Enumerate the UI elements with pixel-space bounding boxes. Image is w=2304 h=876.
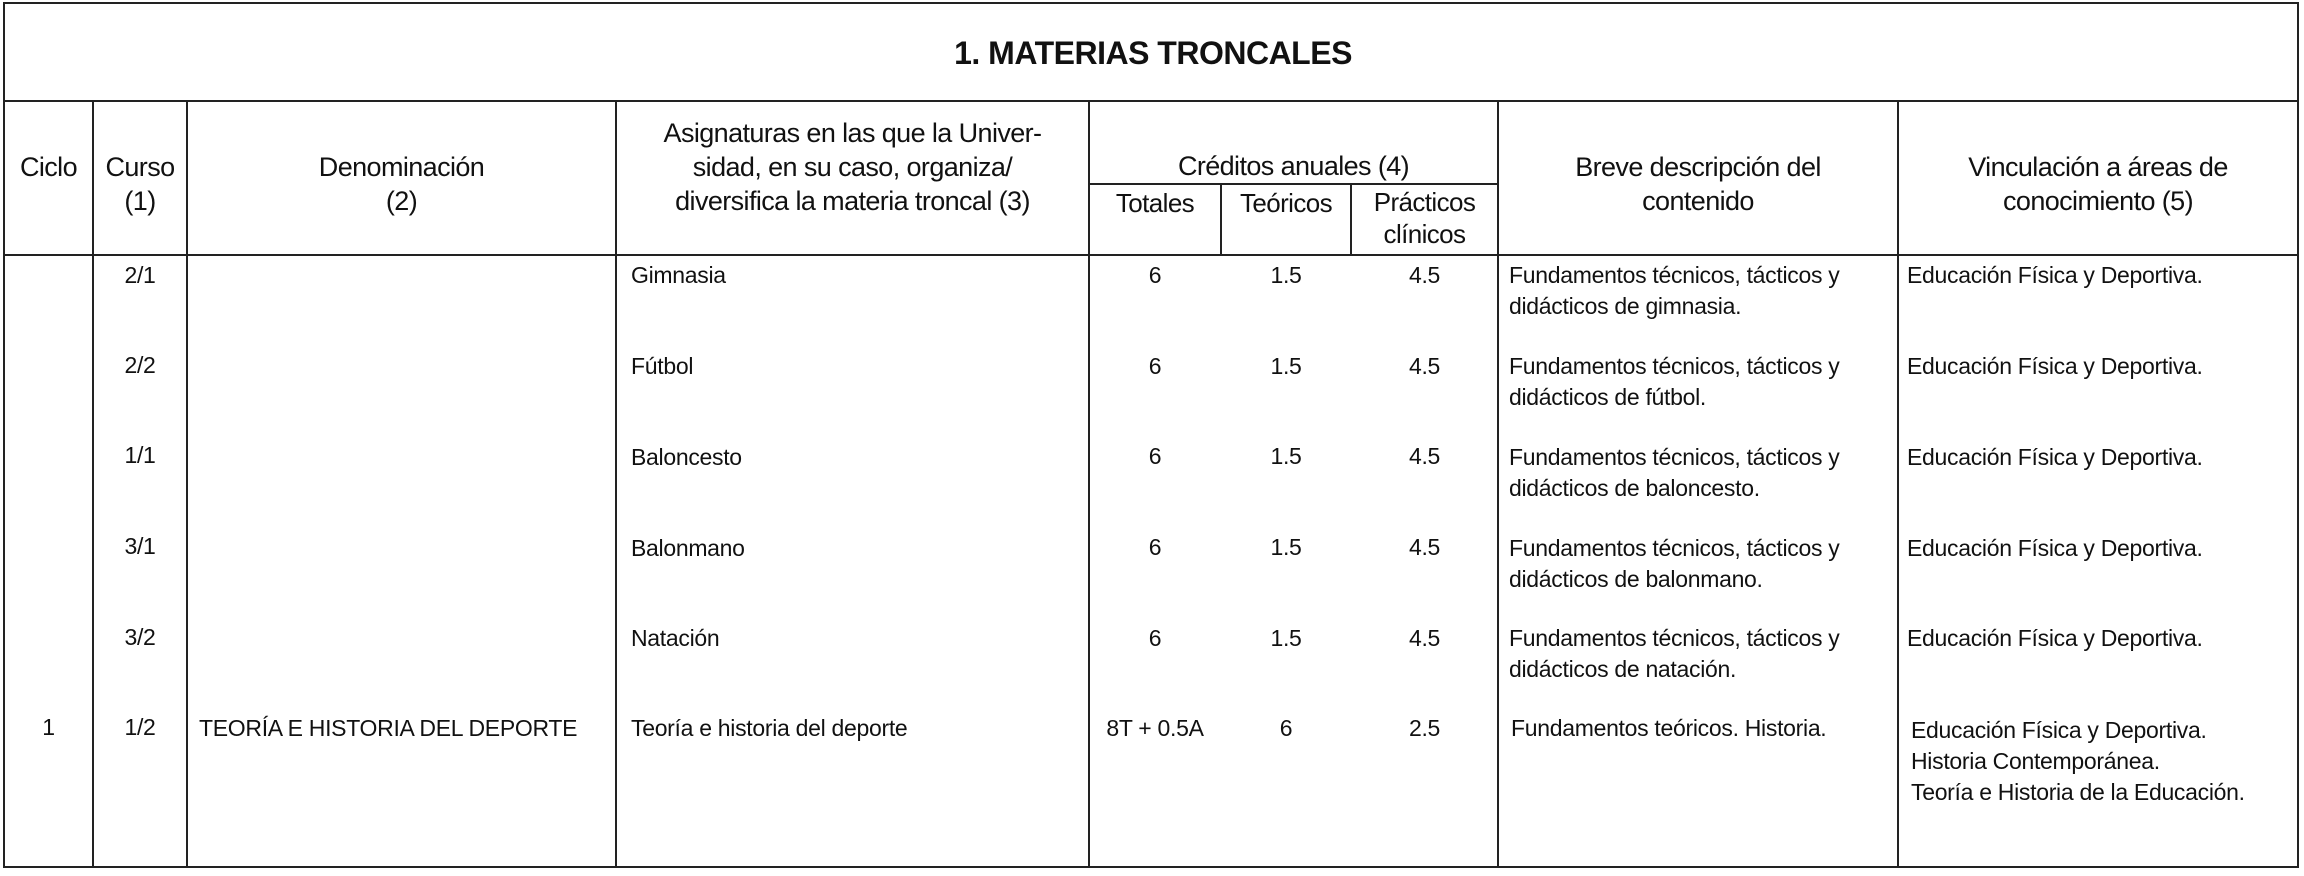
cell-vinculacion: Educación Física y Deportiva.	[1907, 625, 2203, 651]
cell-totales: 6	[1148, 262, 1162, 288]
cell-practicos: 4.5	[1408, 353, 1441, 379]
cell-asignatura: Balonmano	[631, 535, 745, 561]
cell-descripcion: Fundamentos técnicos, tácticos y didácticos de balonmano.	[1509, 535, 1840, 592]
cell-denominacion: TEORÍA E HISTORIA DEL DEPORTE	[199, 715, 578, 741]
cell-teoricos: 6	[1279, 715, 1293, 741]
cell-curso: 2/1	[124, 262, 156, 288]
cell-totales: 6	[1148, 353, 1162, 379]
cell-curso: 3/1	[124, 533, 156, 559]
header-creditos: Créditos anuales (4)	[1177, 151, 1410, 181]
cell-descripcion: Fundamentos técnicos, tácticos y didácticos de baloncesto.	[1509, 444, 1840, 501]
cell-teoricos: 1.5	[1270, 534, 1302, 560]
cell-ciclo: 1	[42, 714, 55, 740]
cell-vinculacion: Educación Física y Deportiva.	[1907, 535, 2203, 561]
header-ciclo: Ciclo	[19, 152, 77, 182]
cell-descripcion: Fundamentos técnicos, tácticos y didácticos de fútbol.	[1509, 353, 1840, 410]
cell-curso: 2/2	[124, 352, 156, 378]
cell-teoricos: 1.5	[1270, 443, 1302, 469]
cell-practicos: 4.5	[1408, 625, 1441, 651]
cell-descripcion: Fundamentos teóricos. Historia.	[1511, 715, 1827, 741]
cell-practicos: 2.5	[1408, 715, 1441, 741]
cell-curso: 1/1	[124, 442, 156, 468]
title-divider	[5, 100, 2297, 102]
table-title: 1. MATERIAS TRONCALES	[954, 34, 1352, 71]
cell-asignatura: Natación	[631, 625, 720, 651]
cell-vinculacion: Educación Física y Deportiva.	[1907, 262, 2203, 288]
cell-totales: 8T + 0.5A	[1106, 715, 1204, 741]
cell-teoricos: 1.5	[1270, 625, 1302, 651]
cell-totales: 6	[1148, 625, 1162, 651]
credits-subheader-divider	[1090, 183, 1497, 185]
cell-practicos: 4.5	[1408, 534, 1441, 560]
cell-curso: 3/2	[124, 624, 156, 650]
cell-teoricos: 1.5	[1270, 353, 1302, 379]
header-curso: Curso (1)	[105, 152, 175, 216]
cell-vinculacion: Educación Física y Deportiva.	[1907, 444, 2203, 470]
table-frame	[3, 2, 2299, 868]
header-denominacion: Denominación (2)	[318, 152, 485, 216]
header-divider	[5, 254, 2297, 256]
header-vinculacion: Vinculación a áreas de conocimiento (5)	[1968, 152, 2228, 216]
cell-asignatura: Gimnasia	[631, 262, 726, 288]
cell-totales: 6	[1148, 443, 1162, 469]
cell-practicos: 4.5	[1408, 262, 1441, 288]
cell-totales: 6	[1148, 534, 1162, 560]
cell-curso: 1/2	[124, 714, 156, 740]
cell-vinculacion: Educación Física y Deportiva. Historia Contemporánea. Teoría e Historia de la Educación.	[1911, 717, 2245, 805]
header-asignaturas: Asignaturas en las que la Univer- sidad, en su caso, organiza/ diversifica la materia troncal (3)	[663, 118, 1042, 216]
header-descripcion: Breve descripción del contenido	[1575, 152, 1821, 216]
cell-vinculacion: Educación Física y Deportiva.	[1907, 353, 2203, 379]
cell-asignatura: Baloncesto	[631, 444, 742, 470]
cell-asignatura: Fútbol	[631, 353, 694, 379]
cell-descripcion: Fundamentos técnicos, tácticos y didácticos de gimnasia.	[1509, 262, 1840, 319]
header-teoricos: Teóricos	[1239, 188, 1332, 218]
cell-teoricos: 1.5	[1270, 262, 1302, 288]
header-practicos: Prácticos clínicos	[1373, 187, 1476, 249]
cell-asignatura: Teoría e historia del deporte	[631, 715, 908, 741]
header-totales: Totales	[1115, 188, 1195, 218]
cell-practicos: 4.5	[1408, 443, 1441, 469]
cell-descripcion: Fundamentos técnicos, tácticos y didácticos de natación.	[1509, 625, 1840, 682]
